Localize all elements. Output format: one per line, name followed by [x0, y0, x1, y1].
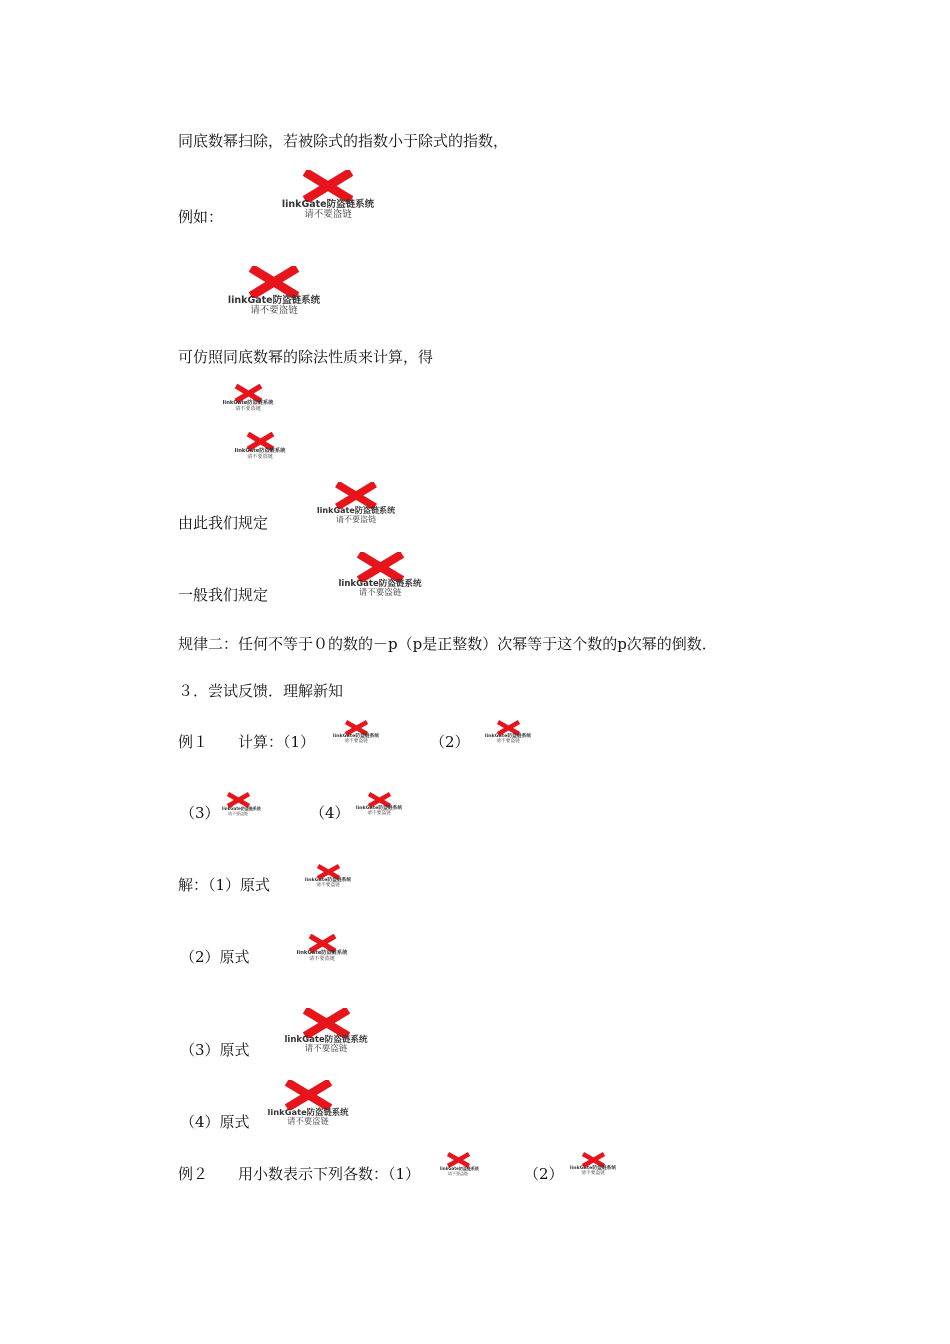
example-1-part-4-label: （4）	[310, 804, 350, 822]
placeholder-caption-2: 请不要盗链	[367, 811, 391, 816]
image-placeholder	[440, 1152, 479, 1178]
solution-1-text: 解：（1）原式	[178, 876, 271, 894]
placeholder-caption-2: 请不要盗链	[228, 811, 248, 816]
solution-2-text: （2）原式	[180, 948, 250, 966]
placeholder-caption-2: 请不要盗链	[304, 209, 352, 220]
image-placeholder	[258, 1080, 358, 1128]
example-1-text: 例１ 计算：（1）	[178, 733, 316, 751]
text-line-example: 例如：	[178, 208, 224, 226]
text-line-3: 可仿照同底数幂的除法性质来计算，得	[178, 348, 434, 366]
placeholder-caption-2: 请不要盗链	[344, 739, 368, 744]
image-placeholder	[286, 482, 426, 526]
placeholder-caption-1: linkGate防盗链系统	[296, 950, 348, 956]
placeholder-caption-1: linkGate防盗链系统	[281, 199, 375, 210]
image-placeholder	[258, 934, 386, 964]
red-x-icon	[357, 552, 404, 582]
placeholder-caption-1: linkGate防盗链系统	[338, 579, 422, 589]
image-placeholder	[186, 266, 362, 318]
placeholder-caption-2: 请不要盗链	[316, 883, 340, 888]
image-placeholder	[288, 552, 472, 600]
placeholder-caption-1: linkGate防盗链系统	[484, 734, 532, 739]
red-x-icon	[335, 482, 377, 509]
placeholder-caption-2: 请不要盗链	[581, 1171, 605, 1176]
solution-4-text: （4）原式	[180, 1113, 250, 1131]
placeholder-caption-2: 请不要盗链	[246, 453, 274, 460]
solution-3-text: （3）原式	[180, 1041, 250, 1059]
placeholder-caption-2: 请不要盗链	[304, 1044, 348, 1054]
section-heading: ３．尝试反馈．理解新知	[178, 682, 344, 700]
placeholder-caption-2: 请不要盗链	[335, 514, 377, 524]
red-x-icon	[249, 266, 299, 298]
placeholder-caption-1: linkGate防盗链系统	[267, 1107, 349, 1117]
example-1-part-3-label: （3）	[180, 804, 220, 822]
placeholder-caption-2: 请不要盗链	[358, 588, 402, 598]
placeholder-caption-1: linkGate防盗链系统	[222, 806, 261, 811]
image-placeholder	[240, 170, 416, 222]
image-placeholder	[322, 720, 390, 746]
red-x-icon	[303, 1008, 350, 1038]
image-placeholder	[222, 792, 261, 818]
image-placeholder	[288, 864, 368, 890]
placeholder-caption-1: linkGate防盗链系统	[234, 448, 286, 454]
rule-two-text: 规律二：任何不等于０的数的－p（p是正整数）次幂等于这个数的p次幂的倒数．	[178, 635, 717, 653]
placeholder-caption-1: linkGate防盗链系统	[222, 400, 274, 406]
image-placeholder	[180, 432, 340, 462]
placeholder-caption-1: linkGate防盗链系统	[284, 1035, 368, 1045]
image-placeholder	[258, 1008, 394, 1056]
placeholder-caption-2: 请不要盗链	[496, 739, 520, 744]
image-placeholder	[182, 384, 314, 414]
example-2-part-2-label: （2）	[524, 1165, 564, 1183]
image-placeholder	[560, 1152, 626, 1178]
placeholder-caption-2: 请不要盗链	[308, 955, 336, 962]
image-placeholder	[346, 792, 412, 818]
red-x-icon	[285, 1080, 332, 1110]
text-line-5: 一般我们规定	[178, 586, 269, 604]
placeholder-caption-1: linkGate防盗链系统	[227, 295, 321, 306]
placeholder-caption-2: 请不要盗链	[448, 1171, 468, 1176]
image-placeholder	[464, 720, 552, 746]
placeholder-caption-1: linkGate防盗链系统	[332, 734, 380, 739]
placeholder-caption-2: 请不要盗链	[250, 305, 298, 316]
placeholder-caption-1: linkGate防盗链系统	[569, 1166, 617, 1171]
example-1-part-2-label: （2）	[430, 733, 470, 751]
placeholder-caption-1: linkGate防盗链系统	[316, 506, 396, 515]
example-2-text: 例２ 用小数表示下列各数：（1）	[178, 1165, 421, 1183]
text-line-1: 同底数幂扫除，若被除式的指数小于除式的指数，	[178, 132, 509, 150]
text-line-4: 由此我们规定	[178, 514, 269, 532]
placeholder-caption-2: 请不要盗链	[287, 1116, 329, 1126]
placeholder-caption-1: linkGate防盗链系统	[440, 1166, 479, 1171]
placeholder-caption-1: linkGate防盗链系统	[355, 806, 403, 811]
placeholder-caption-2: 请不要盗链	[234, 405, 262, 412]
red-x-icon	[303, 170, 353, 202]
placeholder-caption-1: linkGate防盗链系统	[304, 878, 352, 883]
